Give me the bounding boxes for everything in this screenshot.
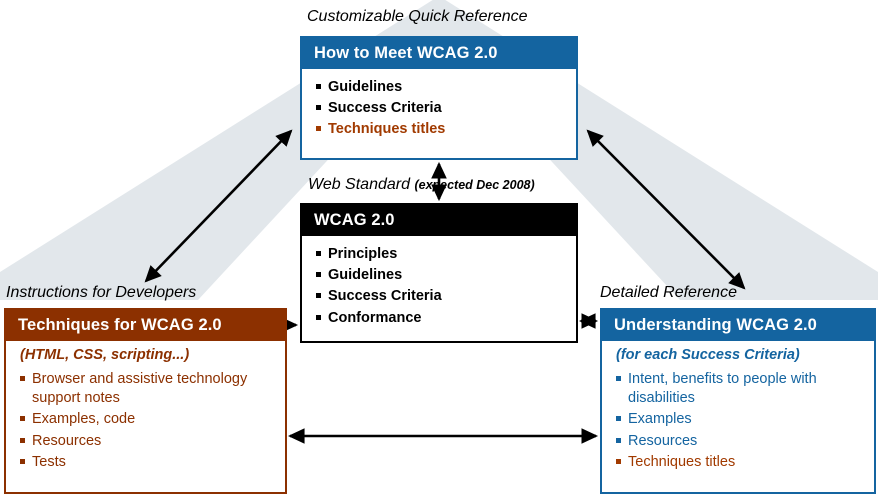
caption-web-standard-note: (expected Dec 2008) <box>414 178 535 192</box>
list-item: Resources <box>615 432 864 451</box>
list-item: Examples, code <box>19 410 275 429</box>
list-item: Success Criteria <box>315 99 566 118</box>
box-understanding-subtitle: (for each Success Criteria) <box>616 347 800 364</box>
caption-detailed-reference: Detailed Reference <box>600 284 737 301</box>
caption-web-standard-text: Web Standard <box>308 176 410 193</box>
understanding-list <box>615 370 864 472</box>
list-item: Examples <box>615 410 864 429</box>
list-item: Techniques titles <box>315 120 566 139</box>
box-how-to-meet-wcag[interactable] <box>300 36 578 160</box>
list-item: Resources <box>19 432 275 451</box>
box-wcag-standard-body <box>302 236 576 338</box>
caption-instructions-for-developers: Instructions for Developers <box>6 284 197 301</box>
box-techniques-for-wcag-title: Techniques for WCAG 2.0 <box>6 310 285 341</box>
list-item: Conformance <box>315 309 566 328</box>
box-wcag-standard-title: WCAG 2.0 <box>302 205 576 236</box>
techniques-list <box>19 370 275 472</box>
list-item: Browser and assistive technology support notes <box>19 370 275 408</box>
box-techniques-for-wcag[interactable] <box>4 308 287 494</box>
box-understanding-wcag-title: Understanding WCAG 2.0 <box>602 310 874 341</box>
list-item: Techniques titles <box>615 453 864 472</box>
howto-list <box>315 78 566 139</box>
box-how-to-meet-wcag-title: How to Meet WCAG 2.0 <box>302 38 576 69</box>
list-item: Guidelines <box>315 78 566 97</box>
wcag-list <box>315 245 566 328</box>
list-item: Intent, benefits to people with disabilities <box>615 370 864 408</box>
list-item: Principles <box>315 245 566 264</box>
list-item: Success Criteria <box>315 287 566 306</box>
list-item: Tests <box>19 453 275 472</box>
list-item: Guidelines <box>315 266 566 285</box>
box-understanding-wcag-body <box>602 341 874 482</box>
box-understanding-wcag[interactable] <box>600 308 876 494</box>
box-wcag-standard[interactable] <box>300 203 578 343</box>
caption-quick-reference: Customizable Quick Reference <box>307 8 528 25</box>
box-techniques-subtitle: (HTML, CSS, scripting...) <box>20 347 190 364</box>
box-how-to-meet-wcag-body <box>302 69 576 149</box>
box-techniques-for-wcag-body <box>6 341 285 482</box>
caption-web-standard <box>308 176 535 194</box>
